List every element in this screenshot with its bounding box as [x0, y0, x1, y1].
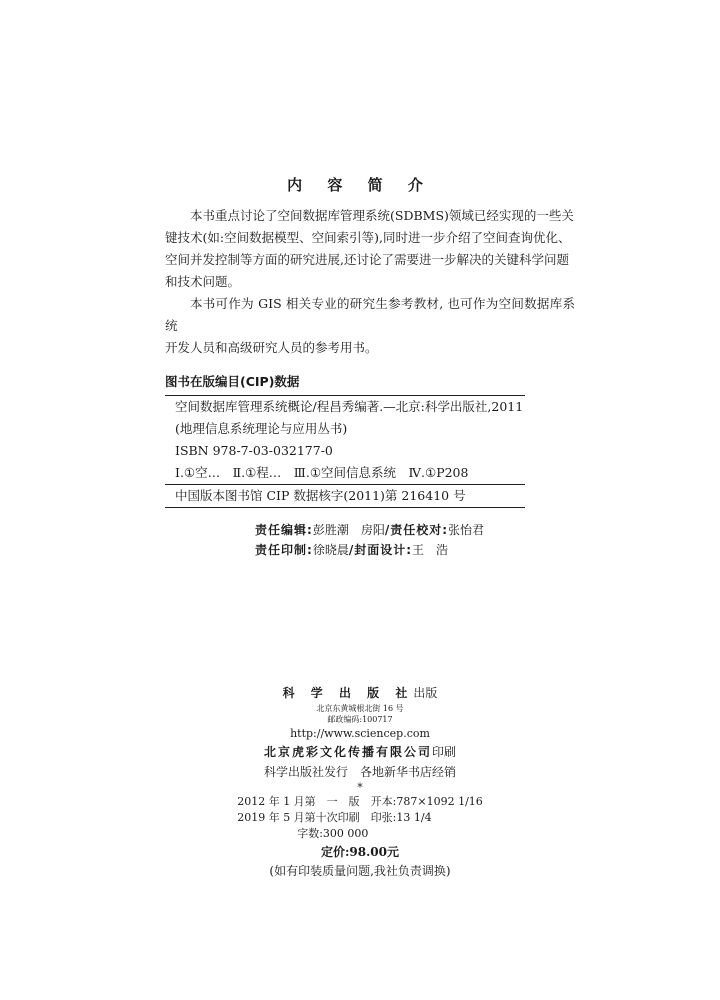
cip-entry-line: 空间数据库管理系统概论/程昌秀编著.—北京:科学出版社,2011 — [175, 399, 524, 414]
printer-row — [0, 742, 720, 762]
summary-paragraph-1 — [165, 205, 575, 227]
cip-data-box — [165, 395, 525, 508]
publisher-address: 北京东黄城根北街 16 号 — [316, 704, 404, 713]
summary-paragraph-1-cont — [165, 227, 575, 293]
print-supervisor-label: 责任印制: — [255, 543, 313, 557]
edition-line: 2012 年 1 月第 一 版 开本:787×1092 1/16 — [237, 795, 483, 808]
summary-section — [165, 205, 575, 359]
summary-line: 开发人员和高级研究人员的参考用书。 — [165, 340, 378, 355]
summary-line: 和技术问题。 — [165, 274, 241, 289]
summary-line: 空间并发控制等方面的研究进展,还讨论了需要进一步解决的关键科学问题 — [165, 252, 569, 267]
distribution-line: 科学出版社发行 各地新华书店经销 — [263, 765, 456, 779]
publisher-url: http://www.sciencep.com — [290, 727, 430, 740]
publisher-postcode: 邮政编码:100717 — [327, 715, 393, 724]
cip-series-line: (地理信息系统理论与应用丛书) — [175, 421, 348, 436]
summary-line: 键技术(如:空间数据模型、空间索引等),同时进一步介绍了空间查询优化、 — [165, 230, 571, 245]
summary-paragraph-2-cont — [165, 337, 575, 359]
printing-line: 2019 年 5 月第十次印刷 印张:13 1/4 — [237, 811, 432, 824]
publisher-suffix: 出版 — [413, 686, 438, 700]
price: 定价:98.00元 — [320, 845, 399, 859]
credits-section — [255, 520, 484, 560]
editor-value: 彭胜潮 房阳 — [312, 523, 385, 537]
cover-design-label: /封面设计: — [348, 543, 413, 557]
summary-line: 本书重点讨论了空间数据库管理系统(SDBMS)领域已经实现的一些关 — [190, 208, 574, 223]
cip-record-line: 中国版本图书馆 CIP 数据核字(2011)第 216410 号 — [165, 484, 525, 507]
credits-row-2 — [255, 540, 484, 560]
publisher-row — [0, 683, 720, 703]
editor-label: 责任编辑: — [255, 523, 313, 537]
cover-design-value: 王 浩 — [412, 543, 449, 557]
quality-note: (如有印装质量问题,我社负责调换) — [269, 864, 451, 878]
summary-line: 本书可作为 GIS 相关专业的研究生参考教材, 也可作为空间数据库系统 — [165, 296, 575, 333]
printer-suffix: 印刷 — [432, 745, 457, 759]
summary-paragraph-2 — [165, 293, 575, 337]
edition-block — [237, 794, 483, 842]
credits-row-1 — [255, 520, 484, 540]
proofreader-value: 张怡君 — [448, 523, 485, 537]
publishing-info — [0, 683, 720, 880]
cip-isbn-line: ISBN 978-7-03-032177-0 — [175, 443, 333, 458]
separator-star: * — [357, 781, 363, 794]
cip-classification-line: Ⅰ.①空… Ⅱ.①程… Ⅲ.①空间信息系统 Ⅳ.①P208 — [175, 465, 469, 480]
cip-heading: 图书在版编目(CIP)数据 — [165, 374, 300, 389]
publisher-name: 科 学 出 版 社 — [282, 686, 414, 700]
print-supervisor-value: 徐晓晨 — [312, 543, 349, 557]
page-title: 内 容 简 介 — [287, 176, 433, 194]
printer-name: 北京虎彩文化传播有限公司 — [263, 745, 432, 759]
word-count-line: 字数:300 000 — [297, 827, 369, 840]
proofreader-label: /责任校对: — [384, 523, 449, 537]
